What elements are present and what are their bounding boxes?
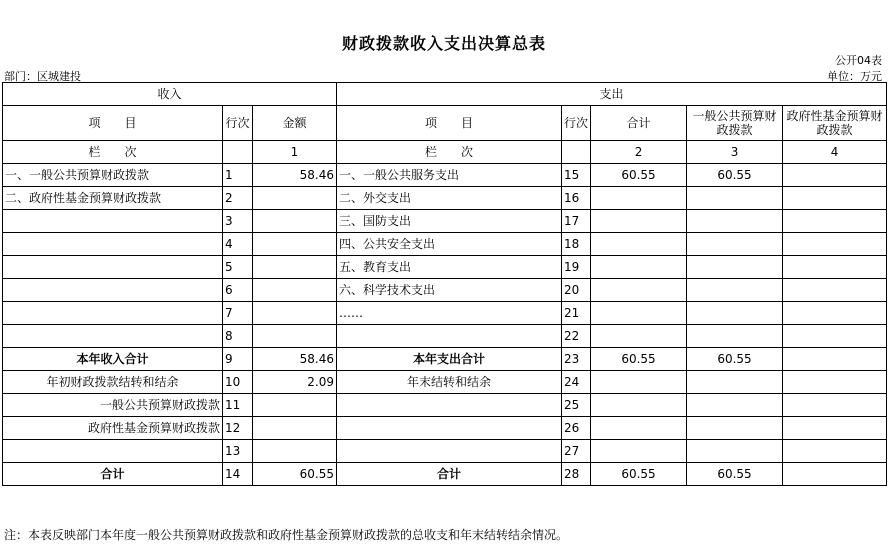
- col-number-3: 3: [687, 141, 783, 164]
- expense-general-budget: [687, 417, 783, 440]
- table-row: [3, 279, 887, 302]
- expense-row-number: 28: [562, 463, 591, 486]
- expense-fund-budget: [783, 233, 887, 256]
- income-row-number: 9: [223, 348, 253, 371]
- income-amount: [253, 256, 337, 279]
- expense-fund-budget: [783, 256, 887, 279]
- income-item: [3, 440, 223, 463]
- income-row-number: 10: [223, 371, 253, 394]
- expense-total: [591, 256, 687, 279]
- expense-row-number: 15: [562, 164, 591, 187]
- expense-fund-budget: [783, 394, 887, 417]
- income-amount: [253, 210, 337, 233]
- expense-item: 本年支出合计: [337, 348, 562, 371]
- income-row-number: 12: [223, 417, 253, 440]
- expense-total: [591, 302, 687, 325]
- expense-item: [337, 394, 562, 417]
- expense-item: 二、外交支出: [337, 187, 562, 210]
- income-row-number: 7: [223, 302, 253, 325]
- expense-item-header: 项 目: [337, 106, 562, 141]
- expense-fund-budget: [783, 348, 887, 371]
- table-row: [3, 463, 887, 486]
- income-item: [3, 325, 223, 348]
- table-row: [3, 325, 887, 348]
- income-item: [3, 302, 223, 325]
- expense-general-budget: [687, 279, 783, 302]
- expense-row-number: 21: [562, 302, 591, 325]
- expense-general-budget: [687, 440, 783, 463]
- expense-fund-budget: [783, 417, 887, 440]
- expense-total: [591, 417, 687, 440]
- expense-total: [591, 233, 687, 256]
- expense-total: [591, 394, 687, 417]
- expense-item: ……: [337, 302, 562, 325]
- income-amount: [253, 233, 337, 256]
- income-amount-header: 金额: [253, 106, 337, 141]
- expense-item: 四、公共安全支出: [337, 233, 562, 256]
- expense-total: [591, 210, 687, 233]
- table-row: [3, 371, 887, 394]
- footnote: 注：本表反映部门本年度一般公共预算财政拨款和政府性基金预算财政拨款的总收支和年末结转结余情况。: [4, 528, 569, 542]
- income-row-number: 5: [223, 256, 253, 279]
- income-item: 合计: [3, 463, 223, 486]
- expense-item: 六、科学技术支出: [337, 279, 562, 302]
- expense-general-budget: 60.55: [687, 164, 783, 187]
- expense-general-budget: 60.55: [687, 463, 783, 486]
- expense-total: [591, 440, 687, 463]
- empty-cell: [223, 141, 253, 164]
- table-row: [3, 417, 887, 440]
- expense-fund-budget: [783, 325, 887, 348]
- expense-fund-budget: [783, 463, 887, 486]
- expense-row-number: 19: [562, 256, 591, 279]
- empty-cell: [562, 141, 591, 164]
- income-amount: [253, 325, 337, 348]
- report-title: 财政拨款收入支出决算总表: [341, 34, 546, 53]
- expense-item: 年末结转和结余: [337, 371, 562, 394]
- expense-total: [591, 325, 687, 348]
- expense-row-number: 27: [562, 440, 591, 463]
- expense-header: 支出: [337, 83, 887, 106]
- income-row-number: 8: [223, 325, 253, 348]
- income-item: [3, 210, 223, 233]
- income-item: [3, 256, 223, 279]
- income-amount: 58.46: [253, 348, 337, 371]
- expense-fund-budget: [783, 187, 887, 210]
- income-amount: [253, 394, 337, 417]
- expense-fund-budget: [783, 440, 887, 463]
- income-header: 收入: [3, 83, 337, 106]
- income-item: [3, 279, 223, 302]
- income-item: 政府性基金预算财政拨款: [3, 417, 223, 440]
- expense-fund-budget: [783, 210, 887, 233]
- form-number: 公开04表: [835, 54, 882, 67]
- expense-item: 合计: [337, 463, 562, 486]
- income-item: 本年收入合计: [3, 348, 223, 371]
- fund-budget-header: 政府性基金预算财政拨款: [783, 106, 887, 141]
- expense-row-number: 18: [562, 233, 591, 256]
- expense-item: 三、国防支出: [337, 210, 562, 233]
- expense-row-number: 24: [562, 371, 591, 394]
- table-row: [3, 256, 887, 279]
- income-row-number: 2: [223, 187, 253, 210]
- expense-item: 一、一般公共服务支出: [337, 164, 562, 187]
- expense-total: 60.55: [591, 164, 687, 187]
- expense-item: 五、教育支出: [337, 256, 562, 279]
- expense-general-budget: 60.55: [687, 348, 783, 371]
- income-item: 一般公共预算财政拨款: [3, 394, 223, 417]
- expense-general-budget: [687, 302, 783, 325]
- income-row-number: 13: [223, 440, 253, 463]
- expense-general-budget: [687, 325, 783, 348]
- col-label-expense: 栏 次: [337, 141, 562, 164]
- table-row: [3, 394, 887, 417]
- expense-total: 60.55: [591, 463, 687, 486]
- expense-general-budget: [687, 187, 783, 210]
- expense-fund-budget: [783, 164, 887, 187]
- expense-item: [337, 325, 562, 348]
- income-amount: [253, 279, 337, 302]
- expense-general-budget: [687, 256, 783, 279]
- table-row: [3, 233, 887, 256]
- expense-total: [591, 371, 687, 394]
- expense-fund-budget: [783, 302, 887, 325]
- income-amount: [253, 440, 337, 463]
- income-item: 二、政府性基金预算财政拨款: [3, 187, 223, 210]
- expense-general-budget: [687, 394, 783, 417]
- table-row: [3, 164, 887, 187]
- expense-row-number: 16: [562, 187, 591, 210]
- table-row: [3, 440, 887, 463]
- income-amount: 2.09: [253, 371, 337, 394]
- col-label-income: 栏 次: [3, 141, 223, 164]
- income-item-header: 项 目: [3, 106, 223, 141]
- department-label: 部门：区城建投: [4, 70, 81, 83]
- expense-row-number: 20: [562, 279, 591, 302]
- table-row: [3, 187, 887, 210]
- income-row-number: 1: [223, 164, 253, 187]
- income-amount: 58.46: [253, 164, 337, 187]
- income-row-number: 14: [223, 463, 253, 486]
- income-item: [3, 233, 223, 256]
- expense-fund-budget: [783, 371, 887, 394]
- income-row-number: 11: [223, 394, 253, 417]
- col-number-4: 4: [783, 141, 887, 164]
- income-amount: [253, 302, 337, 325]
- income-amount: 60.55: [253, 463, 337, 486]
- income-amount: [253, 417, 337, 440]
- income-amount: [253, 187, 337, 210]
- income-item: 一、一般公共预算财政拨款: [3, 164, 223, 187]
- expense-row-number: 17: [562, 210, 591, 233]
- income-row-number: 6: [223, 279, 253, 302]
- col-number-1: 1: [253, 141, 337, 164]
- expense-total-header: 合计: [591, 106, 687, 141]
- income-row-header: 行次: [223, 106, 253, 141]
- expense-row-number: 23: [562, 348, 591, 371]
- expense-total: 60.55: [591, 348, 687, 371]
- unit-label: 单位：万元: [827, 70, 882, 83]
- income-item: 年初财政拨款结转和结余: [3, 371, 223, 394]
- expense-item: [337, 417, 562, 440]
- expense-row-header: 行次: [562, 106, 591, 141]
- expense-fund-budget: [783, 279, 887, 302]
- col-number-2: 2: [591, 141, 687, 164]
- table-row: [3, 302, 887, 325]
- expense-row-number: 25: [562, 394, 591, 417]
- expense-total: [591, 279, 687, 302]
- expense-row-number: 26: [562, 417, 591, 440]
- expense-row-number: 22: [562, 325, 591, 348]
- expense-general-budget: [687, 210, 783, 233]
- expense-general-budget: [687, 371, 783, 394]
- table-row: [3, 348, 887, 371]
- expense-total: [591, 187, 687, 210]
- income-row-number: 3: [223, 210, 253, 233]
- expense-general-budget: [687, 233, 783, 256]
- table-row: [3, 210, 887, 233]
- budget-summary-table: [2, 82, 887, 486]
- income-row-number: 4: [223, 233, 253, 256]
- expense-item: [337, 440, 562, 463]
- general-budget-header: 一般公共预算财政拨款: [687, 106, 783, 141]
